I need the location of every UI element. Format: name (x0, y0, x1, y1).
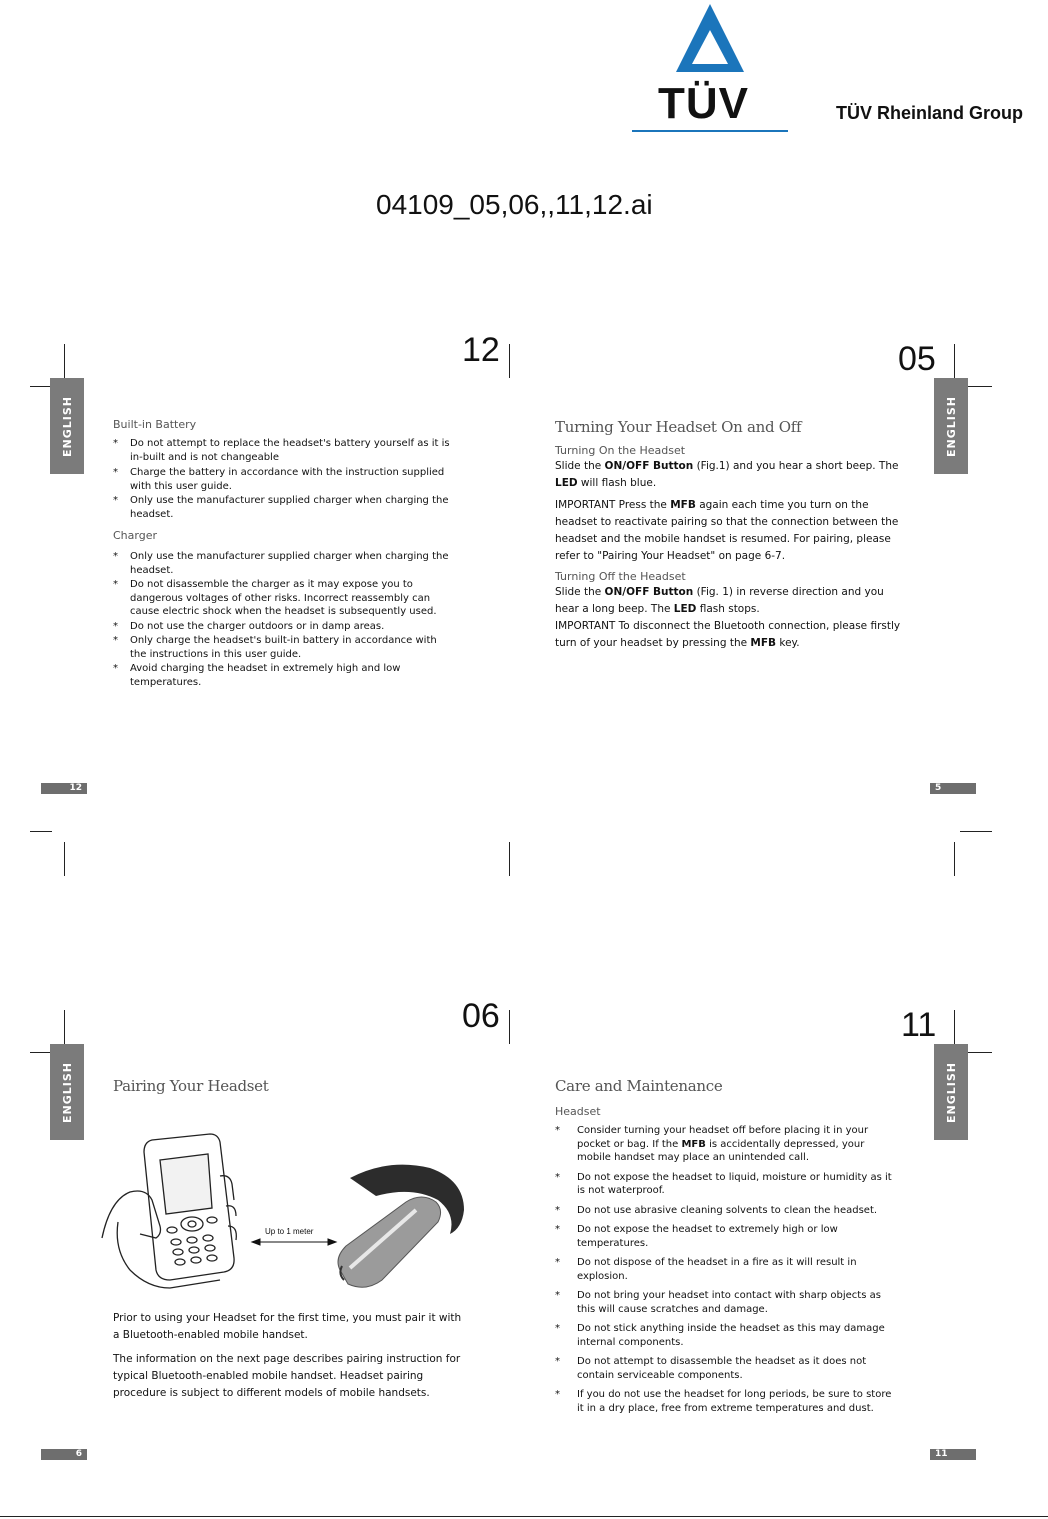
page-12-content (113, 418, 453, 689)
list-item: * Do not use abrasive cleaning solvents to clean the headset. (555, 1204, 878, 1216)
crop-mark (509, 344, 510, 378)
important-note-disconnect: IMPORTANT To disconnect the Bluetooth connection, please firstly turn of your headset by pressing the MFB key. (555, 620, 901, 649)
language-tab: ENGLISH (934, 378, 968, 474)
bottom-rule (0, 1516, 1048, 1517)
pairing-paragraph: Prior to using your Headset for the first time, you must pair it with a Bluetooth-enabled mobile handset. (113, 1312, 462, 1341)
brand-group-name: TÜV Rheinland Group (836, 103, 1023, 123)
list-item: * Do not stick anything inside the headset as this may damage internal components. (555, 1323, 885, 1348)
list-item: * Consider turning your headset off before placing it in your pocket or bag. If the MFB is accidentally depressed, your mobile handset may place an unintended call. (555, 1125, 869, 1163)
page-05-content (555, 418, 905, 652)
footer-page-11: 11 (930, 1449, 976, 1460)
list-item: * Only charge the headset's built-in battery in accordance with the instructions in this user guide. (113, 635, 437, 660)
footer-page-12: 12 (41, 783, 87, 794)
section-title: Turning Your Headset On and Off (555, 418, 802, 436)
crop-mark (64, 1010, 65, 1044)
important-note-pairing: IMPORTANT Press the MFB again each time you turn on the headset to reactivate pairing so that the connection between the headset and the mobile handset is resumed. For pairing, please refer to "Pairing Your Headset" on page 6-7. (555, 499, 899, 562)
list-item: * Do not expose the headset to extremely high or low temperatures. (555, 1224, 838, 1249)
footer-page-06: 6 (41, 1449, 87, 1460)
pairing-paragraph: The information on the next page describes pairing instruction for typical Bluetooth-enabled mobile handset. Headset pairing procedure is subject to different models of mobile handsets. (113, 1353, 461, 1399)
crop-mark (954, 1010, 955, 1044)
distance-arrow-icon (252, 1239, 336, 1245)
crop-mark (960, 831, 992, 832)
page-11-content (555, 1077, 900, 1415)
list-item: * Do not dispose of the headset in a fire as it will result in explosion. (555, 1257, 857, 1282)
page-number-12: 12 (462, 331, 500, 369)
page-number-05: 05 (898, 340, 936, 378)
list-item: * Do not expose the headset to liquid, moisture or humidity as it is not waterproof. (555, 1171, 892, 1196)
turning-off-heading: Turning Off the Headset (555, 570, 686, 583)
crop-mark (966, 1052, 992, 1053)
headset-heading: Headset (555, 1105, 601, 1118)
language-tab: ENGLISH (50, 1044, 84, 1140)
turning-on-heading: Turning On the Headset (555, 444, 686, 457)
list-item: * Charge the battery in accordance with the instruction supplied with this user guide. (113, 467, 445, 492)
turning-off-text: Slide the ON/OFF Button (Fig. 1) in reverse direction and you hear a long beep. The LED flash stops. (555, 586, 884, 615)
list-item: * Do not attempt to replace the headset's battery yourself as it is in-built and is not changeable (113, 438, 450, 463)
list-item: * If you do not use the headset for long periods, be sure to store it in a dry place, free from extreme temperatures and dust. (555, 1389, 892, 1414)
section-title: Pairing Your Headset (113, 1077, 269, 1095)
distance-label: Up to 1 meter (265, 1227, 314, 1236)
crop-mark (509, 1010, 510, 1044)
crop-mark (64, 842, 65, 876)
crop-mark (966, 386, 992, 387)
list-item: * Do not disassemble the charger as it may expose you to dangerous voltages of other risks. Incorrect reassembly can cause electric shock when the headset is subsequently used. (113, 579, 437, 617)
crop-mark (64, 344, 65, 378)
language-tab: ENGLISH (934, 1044, 968, 1140)
crop-mark (954, 842, 955, 876)
headset-icon (338, 1165, 464, 1288)
pairing-illustration (100, 1130, 470, 1292)
list-item: * Only use the manufacturer supplied charger when charging the headset. (113, 495, 449, 520)
section-title: Care and Maintenance (555, 1077, 723, 1095)
tuv-wordmark: TÜV (658, 79, 749, 128)
crop-mark (30, 831, 52, 832)
page-06-text (113, 1310, 465, 1402)
mobile-phone-icon (144, 1134, 234, 1280)
tuv-logo (632, 0, 788, 136)
crop-mark (30, 386, 52, 387)
turning-on-text: Slide the ON/OFF Button (Fig.1) and you hear a short beep. The LED will flash blue. (555, 460, 899, 489)
page-number-06: 06 (462, 997, 500, 1035)
list-item: * Do not attempt to disassemble the headset as it does not contain serviceable components. (555, 1356, 867, 1381)
crop-mark (954, 344, 955, 378)
list-item: * Avoid charging the headset in extremely high and low temperatures. (113, 663, 401, 688)
phone-and-headset-illustration (100, 1130, 470, 1292)
file-name: 04109_05,06,,11,12.ai (376, 189, 653, 220)
page-number-11: 11 (901, 1006, 937, 1044)
list-item: * Do not bring your headset into contact with sharp objects as this will cause scratches and damage. (555, 1290, 881, 1315)
crop-mark (509, 842, 510, 876)
list-item: * Do not use the charger outdoors or in damp areas. (113, 620, 385, 632)
footer-page-05: 5 (930, 783, 976, 794)
language-tab: ENGLISH (50, 378, 84, 474)
list-item: * Only use the manufacturer supplied charger when charging the headset. (113, 551, 449, 576)
battery-heading: Built-in Battery (113, 418, 197, 431)
crop-mark (30, 1052, 52, 1053)
charger-heading: Charger (113, 529, 157, 542)
